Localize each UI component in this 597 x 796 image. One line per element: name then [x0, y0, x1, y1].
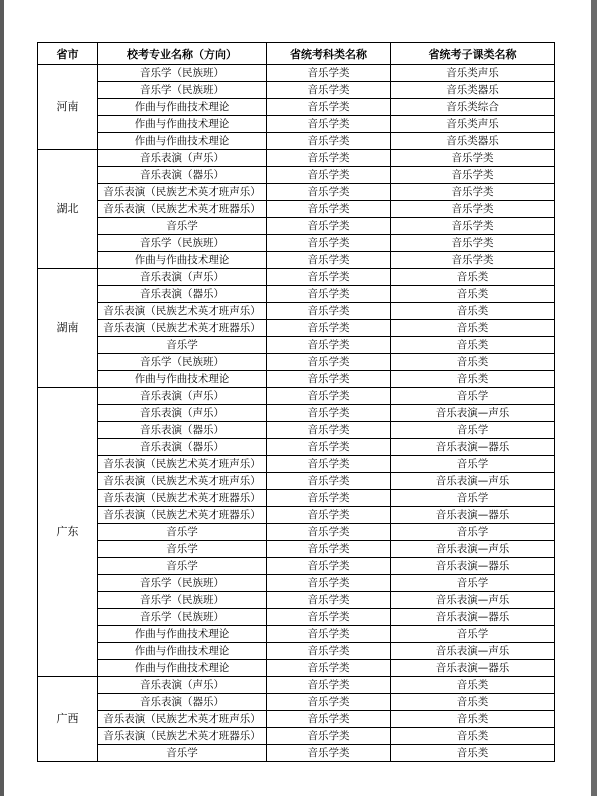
subcategory-cell: 音乐学 — [391, 626, 555, 643]
table-header — [38, 43, 555, 65]
subcategory-cell: 音乐学 — [391, 422, 555, 439]
major-cell: 音乐学（民族班） — [98, 235, 267, 252]
table-row — [38, 252, 555, 269]
major-cell: 音乐表演（器乐） — [98, 286, 267, 303]
table-row — [38, 609, 555, 626]
category-cell: 音乐学类 — [267, 99, 391, 116]
subcategory-cell: 音乐表演—器乐 — [391, 439, 555, 456]
category-cell: 音乐学类 — [267, 116, 391, 133]
table-row — [38, 422, 555, 439]
major-cell: 音乐表演（声乐） — [98, 388, 267, 405]
table-row — [38, 405, 555, 422]
subcategory-cell: 音乐表演—声乐 — [391, 473, 555, 490]
subcategory-cell: 音乐学类 — [391, 184, 555, 201]
major-cell: 作曲与作曲技术理论 — [98, 116, 267, 133]
subcategory-cell: 音乐学 — [391, 456, 555, 473]
subcategory-cell: 音乐类 — [391, 677, 555, 694]
category-cell: 音乐学类 — [267, 405, 391, 422]
table-row — [38, 150, 555, 167]
category-cell: 音乐学类 — [267, 507, 391, 524]
major-cell: 作曲与作曲技术理论 — [98, 643, 267, 660]
table-row — [38, 711, 555, 728]
table-row — [38, 745, 555, 762]
category-cell: 音乐学类 — [267, 150, 391, 167]
major-cell: 作曲与作曲技术理论 — [98, 252, 267, 269]
major-cell: 音乐学（民族班） — [98, 65, 267, 82]
table-row — [38, 65, 555, 82]
major-cell: 作曲与作曲技术理论 — [98, 660, 267, 677]
major-cell: 音乐表演（民族艺术英才班声乐） — [98, 303, 267, 320]
subcategory-cell: 音乐学类 — [391, 201, 555, 218]
table-row — [38, 82, 555, 99]
major-cell: 音乐表演（声乐） — [98, 150, 267, 167]
province-cell: 广东 — [38, 388, 98, 677]
table-row — [38, 235, 555, 252]
table-row — [38, 337, 555, 354]
category-cell: 音乐学类 — [267, 286, 391, 303]
table-row — [38, 558, 555, 575]
major-cell: 音乐表演（器乐） — [98, 694, 267, 711]
subcategory-cell: 音乐学 — [391, 490, 555, 507]
category-cell: 音乐学类 — [267, 524, 391, 541]
subcategory-cell: 音乐类 — [391, 303, 555, 320]
major-cell: 作曲与作曲技术理论 — [98, 626, 267, 643]
subcategory-cell: 音乐表演—声乐 — [391, 405, 555, 422]
subcategory-cell: 音乐表演—声乐 — [391, 592, 555, 609]
header-subcategory: 省统考子课类名称 — [391, 43, 555, 65]
category-cell: 音乐学类 — [267, 592, 391, 609]
category-cell: 音乐学类 — [267, 269, 391, 286]
major-cell: 音乐表演（民族艺术英才班器乐） — [98, 507, 267, 524]
major-cell: 音乐表演（民族艺术英才班器乐） — [98, 490, 267, 507]
subcategory-cell: 音乐学 — [391, 388, 555, 405]
table-row — [38, 303, 555, 320]
major-cell: 音乐表演（民族艺术英才班声乐） — [98, 473, 267, 490]
table-row — [38, 286, 555, 303]
table-row — [38, 728, 555, 745]
subcategory-cell: 音乐类 — [391, 728, 555, 745]
table-row — [38, 218, 555, 235]
category-cell: 音乐学类 — [267, 184, 391, 201]
category-cell: 音乐学类 — [267, 490, 391, 507]
table-row — [38, 677, 555, 694]
category-cell: 音乐学类 — [267, 218, 391, 235]
category-cell: 音乐学类 — [267, 337, 391, 354]
category-cell: 音乐学类 — [267, 235, 391, 252]
major-cell: 音乐学（民族班） — [98, 592, 267, 609]
subcategory-cell: 音乐类声乐 — [391, 65, 555, 82]
major-cell: 音乐表演（声乐） — [98, 677, 267, 694]
category-cell: 音乐学类 — [267, 745, 391, 762]
table-row — [38, 643, 555, 660]
table-row — [38, 184, 555, 201]
category-cell: 音乐学类 — [267, 677, 391, 694]
header-row — [38, 43, 555, 65]
page-right-border — [591, 0, 597, 796]
table-row — [38, 524, 555, 541]
subcategory-cell: 音乐类 — [391, 286, 555, 303]
category-cell: 音乐学类 — [267, 711, 391, 728]
major-cell: 音乐学 — [98, 218, 267, 235]
category-cell: 音乐学类 — [267, 643, 391, 660]
subcategory-cell: 音乐表演—声乐 — [391, 643, 555, 660]
province-cell: 广西 — [38, 677, 98, 762]
table-row — [38, 507, 555, 524]
table-row — [38, 167, 555, 184]
category-cell: 音乐学类 — [267, 473, 391, 490]
table-row — [38, 388, 555, 405]
category-cell: 音乐学类 — [267, 252, 391, 269]
category-cell: 音乐学类 — [267, 694, 391, 711]
major-cell: 音乐学 — [98, 524, 267, 541]
major-cell: 作曲与作曲技术理论 — [98, 99, 267, 116]
header-category: 省统考科类名称 — [267, 43, 391, 65]
major-cell: 音乐学（民族班） — [98, 354, 267, 371]
exam-mapping-table — [37, 42, 555, 762]
subcategory-cell: 音乐类 — [391, 354, 555, 371]
major-cell: 音乐学 — [98, 745, 267, 762]
category-cell: 音乐学类 — [267, 439, 391, 456]
major-cell: 音乐学（民族班） — [98, 575, 267, 592]
subcategory-cell: 音乐类声乐 — [391, 116, 555, 133]
category-cell: 音乐学类 — [267, 82, 391, 99]
major-cell: 音乐表演（民族艺术英才班声乐） — [98, 184, 267, 201]
table-row — [38, 99, 555, 116]
major-cell: 音乐学 — [98, 558, 267, 575]
header-province: 省市 — [38, 43, 98, 65]
category-cell: 音乐学类 — [267, 371, 391, 388]
subcategory-cell: 音乐类综合 — [391, 99, 555, 116]
major-cell: 音乐学 — [98, 541, 267, 558]
header-major: 校考专业名称（方向） — [98, 43, 267, 65]
major-cell: 音乐表演（民族艺术英才班器乐） — [98, 728, 267, 745]
page-left-border — [0, 0, 4, 796]
table-row — [38, 320, 555, 337]
category-cell: 音乐学类 — [267, 388, 391, 405]
subcategory-cell: 音乐学 — [391, 575, 555, 592]
subcategory-cell: 音乐学类 — [391, 167, 555, 184]
major-cell: 音乐表演（器乐） — [98, 167, 267, 184]
table-row — [38, 490, 555, 507]
subcategory-cell: 音乐类器乐 — [391, 82, 555, 99]
table-row — [38, 269, 555, 286]
major-cell: 音乐表演（民族艺术英才班声乐） — [98, 711, 267, 728]
table-row — [38, 575, 555, 592]
subcategory-cell: 音乐学类 — [391, 235, 555, 252]
subcategory-cell: 音乐表演—器乐 — [391, 558, 555, 575]
table-row — [38, 133, 555, 150]
major-cell: 作曲与作曲技术理论 — [98, 371, 267, 388]
subcategory-cell: 音乐类 — [391, 745, 555, 762]
category-cell: 音乐学类 — [267, 167, 391, 184]
subcategory-cell: 音乐学类 — [391, 150, 555, 167]
table-row — [38, 473, 555, 490]
subcategory-cell: 音乐类 — [391, 337, 555, 354]
category-cell: 音乐学类 — [267, 422, 391, 439]
table-row — [38, 201, 555, 218]
category-cell: 音乐学类 — [267, 558, 391, 575]
category-cell: 音乐学类 — [267, 541, 391, 558]
subcategory-cell: 音乐类器乐 — [391, 133, 555, 150]
category-cell: 音乐学类 — [267, 660, 391, 677]
subcategory-cell: 音乐类 — [391, 711, 555, 728]
province-cell: 湖南 — [38, 269, 98, 388]
subcategory-cell: 音乐类 — [391, 694, 555, 711]
table-row — [38, 626, 555, 643]
category-cell: 音乐学类 — [267, 609, 391, 626]
major-cell: 音乐表演（民族艺术英才班声乐） — [98, 456, 267, 473]
category-cell: 音乐学类 — [267, 626, 391, 643]
table-row — [38, 694, 555, 711]
major-cell: 作曲与作曲技术理论 — [98, 133, 267, 150]
table-row — [38, 660, 555, 677]
table-row — [38, 456, 555, 473]
major-cell: 音乐学 — [98, 337, 267, 354]
subcategory-cell: 音乐学 — [391, 524, 555, 541]
major-cell: 音乐学（民族班） — [98, 82, 267, 99]
province-cell: 湖北 — [38, 150, 98, 269]
subcategory-cell: 音乐学类 — [391, 218, 555, 235]
category-cell: 音乐学类 — [267, 320, 391, 337]
subcategory-cell: 音乐表演—器乐 — [391, 507, 555, 524]
category-cell: 音乐学类 — [267, 575, 391, 592]
category-cell: 音乐学类 — [267, 728, 391, 745]
subcategory-cell: 音乐类 — [391, 320, 555, 337]
subcategory-cell: 音乐类 — [391, 371, 555, 388]
table-row — [38, 116, 555, 133]
category-cell: 音乐学类 — [267, 133, 391, 150]
major-cell: 音乐表演（器乐） — [98, 422, 267, 439]
subcategory-cell: 音乐类 — [391, 269, 555, 286]
subcategory-cell: 音乐表演—器乐 — [391, 660, 555, 677]
category-cell: 音乐学类 — [267, 201, 391, 218]
subcategory-cell: 音乐表演—声乐 — [391, 541, 555, 558]
major-cell: 音乐表演（民族艺术英才班器乐） — [98, 320, 267, 337]
table-row — [38, 541, 555, 558]
subcategory-cell: 音乐学类 — [391, 252, 555, 269]
category-cell: 音乐学类 — [267, 303, 391, 320]
major-cell: 音乐表演（民族艺术英才班器乐） — [98, 201, 267, 218]
major-cell: 音乐表演（声乐） — [98, 405, 267, 422]
table-row — [38, 354, 555, 371]
table-row — [38, 371, 555, 388]
category-cell: 音乐学类 — [267, 354, 391, 371]
major-cell: 音乐表演（声乐） — [98, 269, 267, 286]
province-cell: 河南 — [38, 65, 98, 150]
table-row — [38, 439, 555, 456]
category-cell: 音乐学类 — [267, 65, 391, 82]
category-cell: 音乐学类 — [267, 456, 391, 473]
table-row — [38, 592, 555, 609]
table-body — [38, 65, 555, 762]
major-cell: 音乐学（民族班） — [98, 609, 267, 626]
subcategory-cell: 音乐表演—器乐 — [391, 609, 555, 626]
major-cell: 音乐表演（器乐） — [98, 439, 267, 456]
